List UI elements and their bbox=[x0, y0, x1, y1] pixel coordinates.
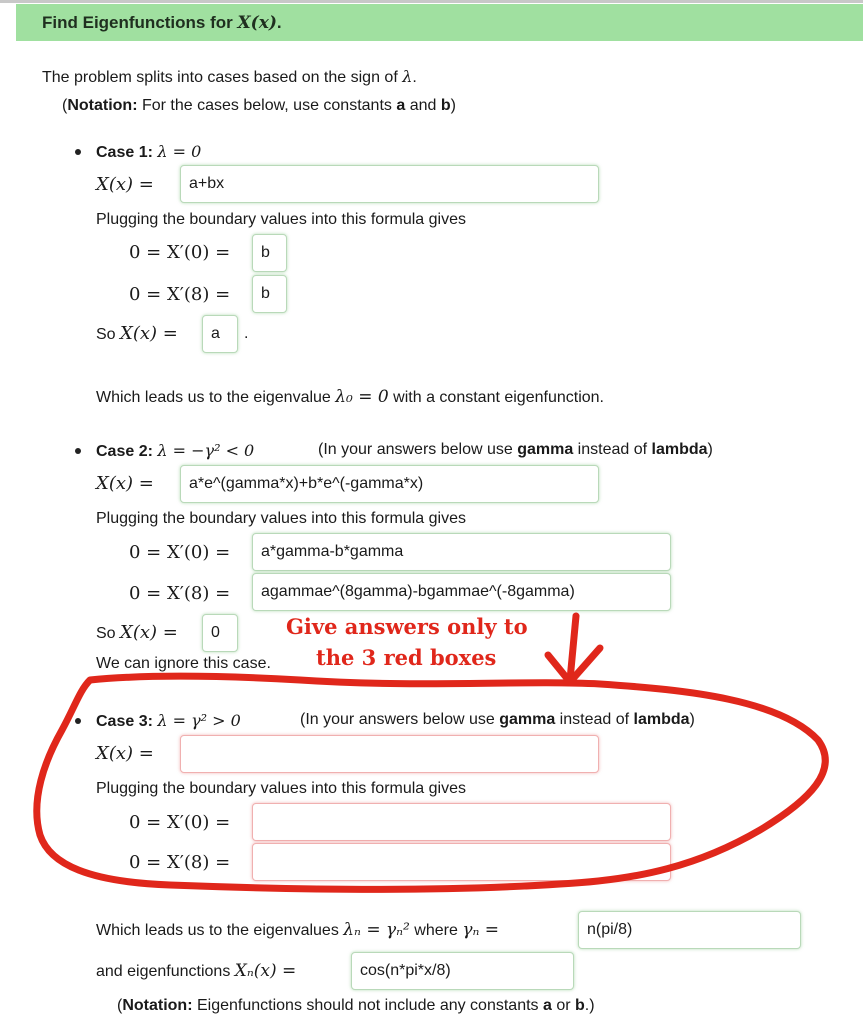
case2-plug-text: Plugging the boundary values into this formula gives bbox=[96, 510, 466, 527]
gamma-n-input[interactable]: n(pi/8) bbox=[578, 911, 801, 949]
case2-so-math: X(x) = bbox=[120, 622, 178, 643]
final-gamma-math: γₙ = bbox=[462, 920, 500, 940]
final-ef-text: and eigenfunctions bbox=[96, 963, 235, 980]
annotation-line2: the 3 red boxes bbox=[316, 645, 497, 670]
final-notation-label: Notation: bbox=[122, 997, 193, 1014]
case2-x-input[interactable]: a*e^(gamma*x)+b*e^(-gamma*x) bbox=[180, 465, 599, 503]
notation-b: b bbox=[440, 97, 451, 114]
final-notation: (Notation: Eigenfunctions should not include any constants a or b.) bbox=[117, 997, 595, 1014]
notation-label: Notation: bbox=[67, 97, 138, 114]
case2-note-end: ) bbox=[707, 441, 713, 458]
intro-end: . bbox=[412, 69, 417, 86]
case3-plug-text: Plugging the boundary values into this formula gives bbox=[96, 780, 466, 797]
notation-and: and bbox=[405, 97, 441, 114]
notation-a: a bbox=[396, 97, 406, 114]
final-eig-math: λₙ = γₙ² bbox=[343, 920, 410, 940]
case2-cond: λ = −γ² < 0 bbox=[157, 441, 255, 460]
case3-note-gamma: gamma bbox=[499, 711, 556, 728]
case1-lead-text: Which leads us to the eigenvalue bbox=[96, 389, 336, 406]
case3-label: Case 3: bbox=[96, 713, 153, 730]
case3-note-lambda: lambda bbox=[633, 711, 690, 728]
case1-so-input[interactable]: a bbox=[202, 315, 238, 353]
case1-lead-end: with a constant eigenfunction. bbox=[388, 389, 604, 406]
case3-note-end: ) bbox=[689, 711, 695, 728]
eigenfunction-input[interactable]: cos(n*pi*x/8) bbox=[351, 952, 574, 990]
annotation-arrow-shaft bbox=[570, 616, 576, 680]
final-notation-end: .) bbox=[584, 997, 595, 1014]
header-title-math: X(x) bbox=[237, 13, 277, 33]
intro-notation: (Notation: For the cases below, use constants a and b) bbox=[62, 97, 456, 114]
case1-so-text: So bbox=[96, 326, 121, 343]
notation-text: For the cases below, use constants bbox=[137, 97, 397, 114]
annotation-loop bbox=[37, 676, 826, 889]
case2-x-lhs: X(x) = bbox=[96, 473, 154, 494]
final-ef-math: Xₙ(x) = bbox=[234, 961, 297, 981]
case2-note-mid: instead of bbox=[573, 441, 652, 458]
case1-cond: λ = 0 bbox=[157, 142, 202, 161]
case2-label: Case 2: bbox=[96, 443, 153, 460]
intro-text: The problem splits into cases based on the sign of bbox=[42, 69, 403, 86]
case1-bc2-input[interactable]: b bbox=[252, 275, 287, 313]
case2-note-pre: (In your answers below use bbox=[318, 441, 518, 458]
case3-x-lhs: X(x) = bbox=[96, 743, 154, 764]
final-notation-text: Eigenfunctions should not include any constants bbox=[192, 997, 543, 1014]
case1-bc2-lhs: 0 = X′(8) = bbox=[129, 284, 231, 305]
case1-label: Case 1: bbox=[96, 144, 153, 161]
final-notation-or: or bbox=[551, 997, 576, 1014]
final-notation-a: a bbox=[542, 997, 552, 1014]
case3-bc1-lhs: 0 = X′(0) = bbox=[129, 812, 231, 833]
case2-bc2-lhs: 0 = X′(8) = bbox=[129, 583, 231, 604]
intro-lambda: λ bbox=[402, 67, 413, 86]
case1-x-input[interactable]: a+bx bbox=[180, 165, 599, 203]
case2-bc1-input[interactable]: a*gamma-b*gamma bbox=[252, 533, 671, 571]
case3-note-mid: instead of bbox=[555, 711, 634, 728]
case2-bc1-lhs: 0 = X′(0) = bbox=[129, 542, 231, 563]
case2-bc2-input[interactable]: agammae^(8gamma)-bgammae^(-8gamma) bbox=[252, 573, 671, 611]
case1-plug-text: Plugging the boundary values into this formula gives bbox=[96, 211, 466, 228]
case1-x-lhs: X(x) = bbox=[96, 174, 154, 195]
case1-bc1-lhs: 0 = X′(0) = bbox=[129, 242, 231, 263]
case3-note-pre: (In your answers below use bbox=[300, 711, 500, 728]
case2-so-text: So bbox=[96, 625, 121, 642]
case1-lead-math: λ₀ = 0 bbox=[335, 387, 389, 407]
header-title-suffix: . bbox=[276, 13, 282, 32]
case1-so-end: . bbox=[244, 325, 249, 342]
final-eig-text: Which leads us to the eigenvalues bbox=[96, 922, 344, 939]
case3-bc2-lhs: 0 = X′(8) = bbox=[129, 852, 231, 873]
case2-ignore-text: We can ignore this case. bbox=[96, 655, 271, 672]
case2-note-gamma: gamma bbox=[517, 441, 574, 458]
case3-cond: λ = γ² > 0 bbox=[157, 711, 241, 730]
case1-so-math: X(x) = bbox=[120, 323, 178, 344]
annotation-line1: Give answers only to bbox=[286, 614, 528, 639]
case1-bc1-input[interactable]: b bbox=[252, 234, 287, 272]
case2-note-lambda: lambda bbox=[651, 441, 708, 458]
header-title: Find Eigenfunctions for bbox=[42, 13, 238, 32]
final-eig-where: where bbox=[409, 922, 463, 939]
final-notation-b: b bbox=[575, 997, 585, 1014]
notation-end: ) bbox=[450, 97, 456, 114]
case2-so-input[interactable]: 0 bbox=[202, 614, 238, 652]
